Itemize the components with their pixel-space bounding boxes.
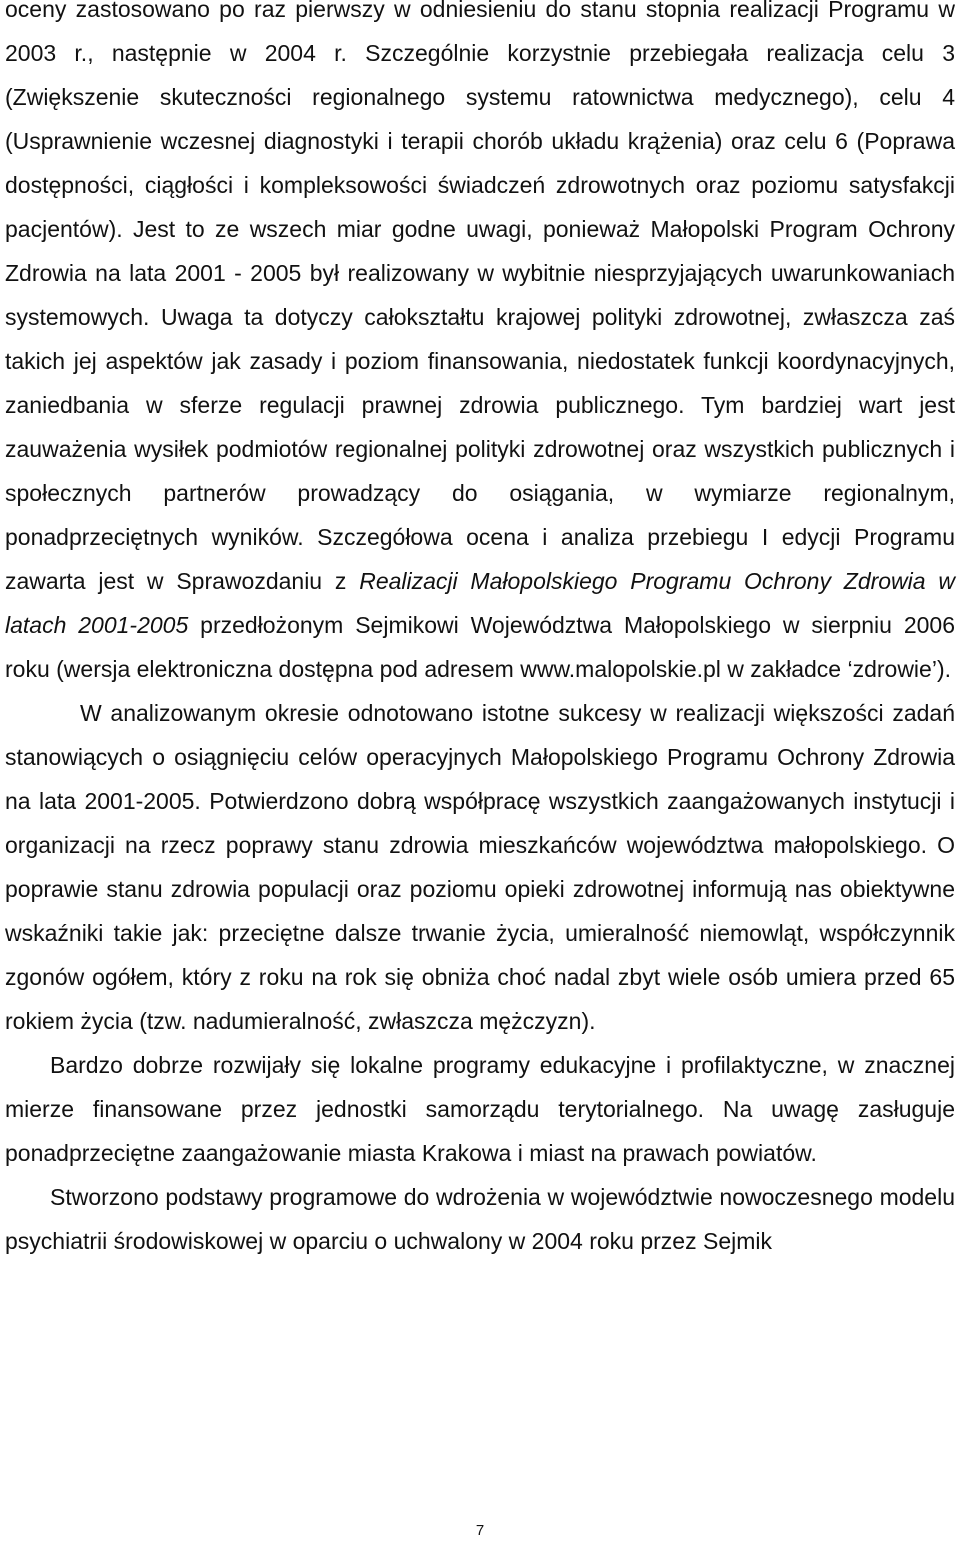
paragraph-3: Bardzo dobrze rozwijały się lokalne programy edukacyjne i profilaktyczne, w znacznej mierze finansowane przez jednostki samorządu terytorialnego. Na uwagę zasługuje ponadprzeciętne zaangażowanie miasta Krakowa i miast na prawach powiatów. — [5, 1052, 955, 1166]
page-number: 7 — [475, 1522, 485, 1539]
report-title: Realizacji Małopolskiego Programu Ochrony Zdrowia w latach 2001-2005 — [5, 568, 955, 638]
paragraph-4: Stworzono podstawy programowe do wdrożenia w województwie nowoczesnego modelu psychiatrii środowiskowej w oparciu o uchwalony w 2004 roku przez Sejmik — [5, 1184, 955, 1254]
document-body — [5, 0, 955, 1263]
paragraph-1-text-end: przedłożonym Sejmikowi Województwa Małopolskiego w sierpniu 2006 roku (wersja elektroniczna dostępna pod adresem www.malopolskie.pl w zakładce ‘zdrowie’). — [5, 612, 955, 682]
paragraph-1-text-start: oceny zastosowano po raz pierwszy w odniesieniu do stanu stopnia realizacji Programu w 2003 r., następnie w 2004 r. Szczególnie korzystnie przebiegała realizacja celu 3 (Zwiększenie skuteczności regionalnego systemu ratownictwa medycznego), celu 4 (Usprawnienie wczesnej diagnostyki i terapii chorób układu krążenia) oraz celu 6 (Poprawa dostępności, ciągłości i kompleksowości świadczeń zdrowotnych oraz poziomu satysfakcji pacjentów). Jest to ze wszech miar godne uwagi, ponieważ Małopolski Program Ochrony Zdrowia na lata 2001 - 2005 był realizowany w wybitnie niesprzyjających uwarunkowaniach systemowych. Uwaga ta dotyczy całokształtu krajowej polityki zdrowotnej, zwłaszcza zaś takich jej aspektów jak zasady i poziom finansowania, niedostatek funkcji koordynacyjnych, zaniedbania w sferze regulacji prawnej zdrowia publicznego. Tym bardziej wart jest zauważenia wysiłek podmiotów regionalnej polityki zdrowotnej oraz wszystkich publicznych i społecznych partnerów prowadzący do osiągania, w wymiarze regionalnym, ponadprzeciętnych wyników. Szczegółowa ocena i analiza przebiegu I edycji Programu zawarta jest w Sprawozdaniu z — [5, 0, 955, 594]
paragraph-2: W analizowanym okresie odnotowano istotne sukcesy w realizacji większości zadań stanowiących o osiągnięciu celów operacyjnych Małopolskiego Programu Ochrony Zdrowia na lata 2001-2005. Potwierdzono dobrą współpracę wszystkich zaangażowanych instytucji i organizacji na rzecz poprawy stanu zdrowia mieszkańców województwa małopolskiego. O poprawie stanu zdrowia populacji oraz poziomu opieki zdrowotnej informują nas obiektywne wskaźniki takie jak: przeciętne dalsze trwanie życia, umieralność niemowląt, współczynnik zgonów ogółem, który z roku na rok się obniża choć nadal zbyt wiele osób umiera przed 65 rokiem życia (tzw. nadumieralność, zwłaszcza mężczyzn). — [5, 700, 955, 1034]
paragraph-1 — [5, 0, 955, 691]
